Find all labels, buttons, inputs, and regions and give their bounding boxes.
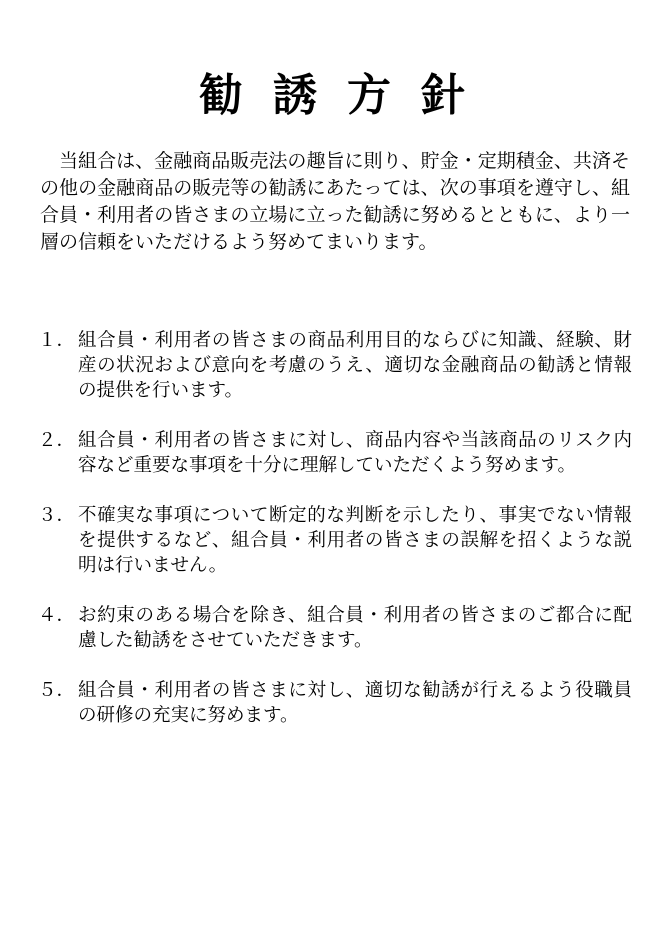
policy-list (38, 328, 632, 753)
document-title: 勧誘方針 (199, 70, 495, 121)
item-number: ２． (38, 430, 76, 451)
policy-item-5 (38, 678, 632, 728)
item-text: お約束のある場合を除き、組合員・利用者の皆さまのご都合に配慮した勧誘をさせていただきます。 (78, 605, 632, 651)
item-number: １． (38, 330, 76, 351)
policy-item-4 (38, 603, 632, 653)
item-number: ３． (38, 505, 76, 526)
item-number: ４． (38, 605, 76, 626)
intro-paragraph: 当組合は、金融商品販売法の趣旨に則り、貯金・定期積金、共済その他の金融商品の販売等の勧誘にあたっては、次の事項を遵守し、組合員・利用者の皆さまの立場に立った勧誘に努めるとともに、より一層の信頼をいただけるよう努めてまいります。 (40, 150, 630, 253)
item-number: ５． (38, 680, 76, 701)
policy-item-2 (38, 428, 632, 478)
item-text: 組合員・利用者の皆さまの商品利用目的ならびに知識、経験、財産の状況および意向を考慮のうえ、適切な金融商品の勧誘と情報の提供を行います。 (78, 330, 632, 401)
item-text: 組合員・利用者の皆さまに対し、適切な勧誘が行えるよう役職員の研修の充実に努めます。 (78, 680, 632, 726)
item-text: 組合員・利用者の皆さまに対し、商品内容や当該商品のリスク内容など重要な事項を十分に理解していただくよう努めます。 (78, 430, 632, 476)
policy-item-3 (38, 503, 632, 578)
policy-item-1 (38, 328, 632, 403)
item-text: 不確実な事項について断定的な判断を示したり、事実でない情報を提供するなど、組合員・利用者の皆さまの誤解を招くような説明は行いません。 (78, 505, 632, 576)
